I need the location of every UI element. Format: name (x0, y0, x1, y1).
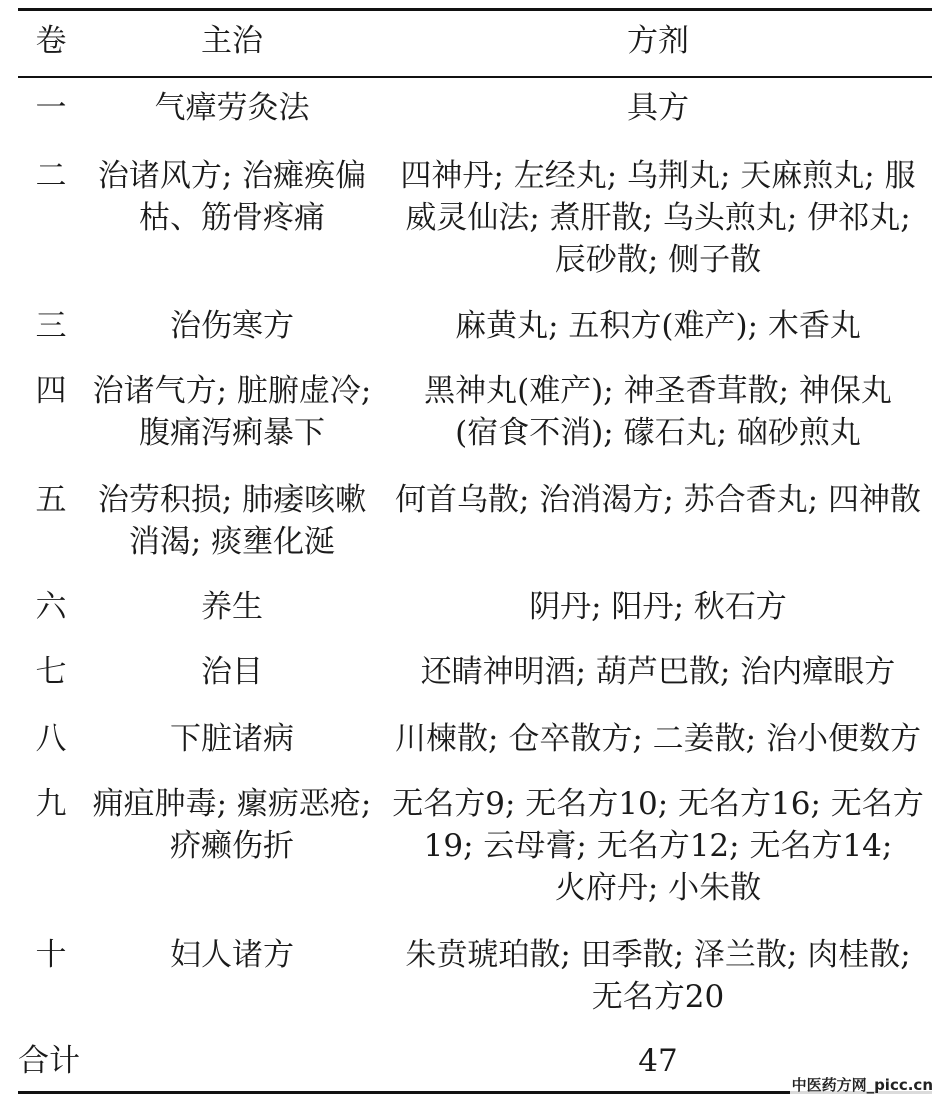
formula-cell: 麻黄丸; 五积方(难产); 木香丸 (455, 308, 861, 344)
header-rule (18, 76, 932, 78)
indication-cell: 痈疽肿毒; 瘰疬恶疮; 疥癞伤折 (92, 786, 372, 864)
indication-cell: 下脏诸病 (170, 721, 294, 757)
total-value: 47 (638, 1043, 678, 1079)
formula-cell: 朱贲琥珀散; 田季散; 泽兰散; 肉桂散; 无名方20 (405, 937, 911, 1015)
indication-cell: 治劳积损; 肺痿咳嗽 消渴; 痰壅化涎 (97, 482, 367, 560)
indication-cell: 治伤寒方 (170, 308, 294, 344)
volume-cell: 十 (35, 937, 67, 973)
volume-cell: 八 (35, 721, 67, 757)
indication-cell: 妇人诸方 (170, 937, 294, 973)
volume-cell: 五 (35, 482, 67, 518)
volume-cell: 一 (35, 90, 67, 126)
formula-cell: 阴丹; 阳丹; 秋石方 (529, 589, 787, 625)
formula-cell: 无名方9; 无名方10; 无名方16; 无名方 19; 云母膏; 无名方12; 无名方14; 火府丹; 小朱散 (392, 786, 924, 906)
indication-cell: 治诸风方; 治瘫痪偏 枯、筋骨疼痛 (97, 158, 367, 236)
volume-cell: 六 (35, 589, 67, 625)
formula-cell: 还睛神明酒; 葫芦巴散; 治内瘴眼方 (420, 654, 896, 690)
site-watermark: 中医药方网_picc.cn (791, 1076, 933, 1094)
volume-cell: 七 (35, 654, 67, 690)
formula-cell: 黑神丸(难产); 神圣香茸散; 神保丸 (宿食不消); 礞石丸; 硇砂煎丸 (424, 373, 892, 451)
formula-cell: 川楝散; 仓卒散方; 二姜散; 治小便数方 (395, 721, 921, 757)
volume-cell: 四 (35, 373, 67, 409)
indication-cell: 治目 (201, 654, 263, 690)
header-indication: 主治 (201, 23, 263, 59)
total-label: 合计 (18, 1043, 80, 1079)
top-rule (18, 8, 932, 11)
formula-cell: 何首乌散; 治消渴方; 苏合香丸; 四神散 (395, 482, 921, 518)
header-volume: 卷 (35, 23, 67, 59)
header-formula: 方剂 (627, 23, 689, 59)
indication-cell: 养生 (201, 589, 263, 625)
formula-cell: 具方 (627, 90, 689, 126)
indication-cell: 气瘴劳灸法 (154, 90, 310, 126)
formula-cell: 四神丹; 左经丸; 乌荆丸; 天麻煎丸; 服 威灵仙法; 煮肝散; 乌头煎丸; 伊祁丸; 辰砂散; 侧子散 (400, 158, 916, 278)
indication-cell: 治诸气方; 脏腑虚冷; 腹痛泻痢暴下 (92, 373, 372, 451)
volume-cell: 二 (35, 158, 67, 194)
volume-cell: 三 (35, 308, 67, 344)
volume-cell: 九 (35, 786, 67, 822)
